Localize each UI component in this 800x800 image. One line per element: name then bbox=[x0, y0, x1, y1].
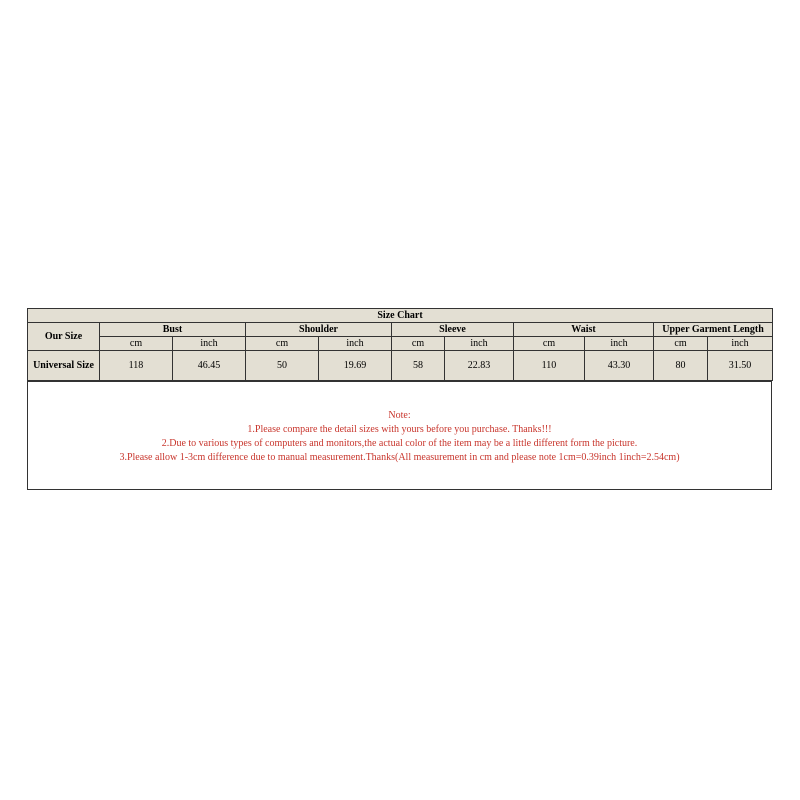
waist-inch-unit: inch bbox=[585, 337, 654, 351]
table-row bbox=[28, 351, 773, 381]
bust-inch-value: 46.45 bbox=[173, 351, 246, 381]
our-size-header: Our Size bbox=[28, 323, 100, 351]
sleeve-cm-value: 58 bbox=[392, 351, 445, 381]
note-line-1: 1.Please compare the detail sizes with yours before you purchase. Thanks!!! bbox=[247, 424, 552, 435]
shoulder-cm-value: 50 bbox=[246, 351, 319, 381]
sleeve-header: Sleeve bbox=[392, 323, 514, 337]
bust-inch-unit: inch bbox=[173, 337, 246, 351]
length-inch-value: 31.50 bbox=[708, 351, 773, 381]
row-label-universal-size: Universal Size bbox=[28, 351, 100, 381]
shoulder-inch-value: 19.69 bbox=[319, 351, 392, 381]
shoulder-cm-unit: cm bbox=[246, 337, 319, 351]
notes-box bbox=[27, 381, 772, 490]
sleeve-cm-unit: cm bbox=[392, 337, 445, 351]
note-line-2: 2.Due to various types of computers and monitors,the actual color of the item may be a little different form the picture. bbox=[161, 438, 638, 449]
waist-cm-unit: cm bbox=[514, 337, 585, 351]
waist-inch-value: 43.30 bbox=[585, 351, 654, 381]
notes-heading: Note: bbox=[388, 410, 411, 421]
shoulder-header: Shoulder bbox=[246, 323, 392, 337]
bust-cm-value: 118 bbox=[100, 351, 173, 381]
note-line-3: 3.Please allow 1-3cm difference due to manual measurement.Thanks(All measurement in cm and please note 1cm=0.39inch 1inch=2.54cm) bbox=[119, 452, 680, 463]
waist-cm-value: 110 bbox=[514, 351, 585, 381]
bust-header: Bust bbox=[100, 323, 246, 337]
shoulder-inch-unit: inch bbox=[319, 337, 392, 351]
size-chart-title: Size Chart bbox=[28, 309, 773, 323]
length-cm-value: 80 bbox=[654, 351, 708, 381]
bust-cm-unit: cm bbox=[100, 337, 173, 351]
size-chart-table bbox=[27, 308, 773, 381]
length-cm-unit: cm bbox=[654, 337, 708, 351]
sleeve-inch-unit: inch bbox=[445, 337, 514, 351]
sleeve-inch-value: 22.83 bbox=[445, 351, 514, 381]
upper-garment-length-header: Upper Garment Length bbox=[654, 323, 773, 337]
waist-header: Waist bbox=[514, 323, 654, 337]
length-inch-unit: inch bbox=[708, 337, 773, 351]
